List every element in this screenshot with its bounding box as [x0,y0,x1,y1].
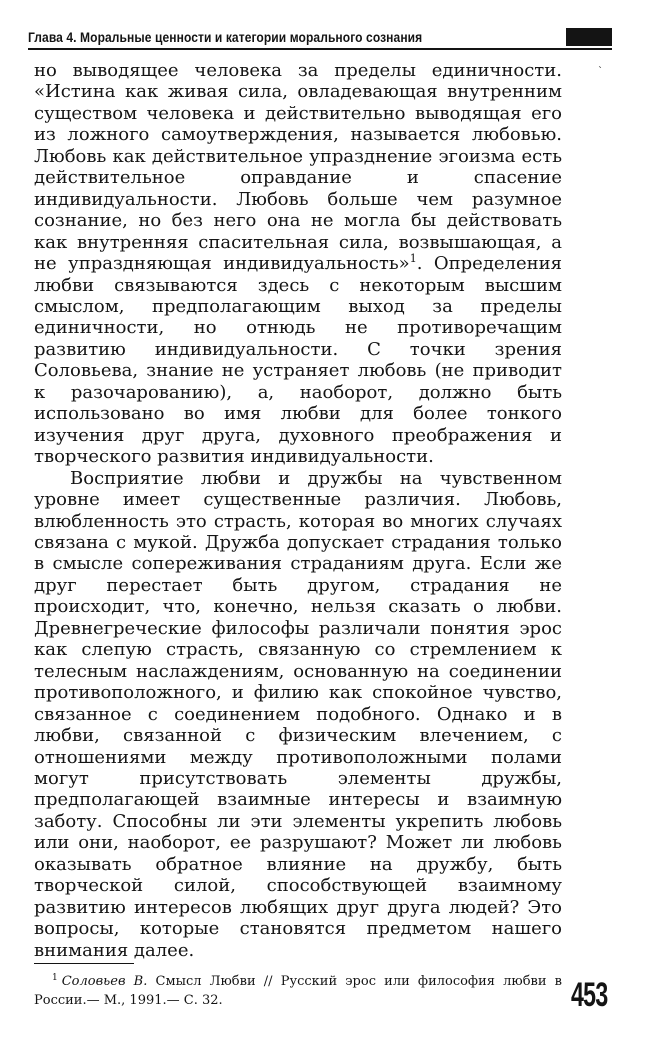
footnote-number: 1 [52,972,58,983]
page-number: 453 [571,976,608,1014]
running-head-bar [28,28,612,50]
paragraph-1-text-a: но выводящее человека за пределы единичности. «Истина как живая сила, овладевающая внутренним существом человека и действительно выводящая его из ложного самоутверждения, называется любовью. Любовь как действительное упразднение эгоизма есть действительное оправдание и спасение индивидуальности. Любовь больше чем разумное сознание, но без него она не могла бы действовать как внутренняя спасительная сила, возвышающая, а не упраздняющая индивидуальность» [34,60,562,275]
paragraph-2: Восприятие любви и дружбы на чувственном уровне имеет существенные различия. Любовь, влюбленность это страсть, которая во многих случаях связана с мукой. Дружба допускает страдания только в смысле сопереживания страданиям друга. Если же друг перестает быть другом, страдания не происходит, что, конечно, нельзя сказать о любви. Древнегреческие философы различали понятия эрос как слепую страсть, связанную со стремлением к телесным наслаждениям, основанную на соединении противоположного, и филию как спокойное чувство, связанное с соединением подобного. Однако и в любви, связанной с физическим влечением, с отношениями между противоположными полами могут присутствовать элементы дружбы, предполагающей взаимные интересы и взаимную заботу. Способны ли эти элементы укрепить любовь или они, наоборот, ее разрушают? Может ли любовь оказывать обратное влияние на дружбу, быть творческой силой, способствующей взаимному развитию интересов любящих друг друга людей? Это вопросы, которые становятся предметом нашего внимания далее. [34,467,562,961]
footnote [34,972,562,1010]
footnote-text: Смысл Любви // Русский эрос или философия любви в России.— М., 1991.— С. 32. [34,974,563,1008]
body-text [34,60,562,961]
running-head: Глава 4. Моральные ценности и категории морального сознания [28,29,423,45]
footnote-divider [34,963,134,964]
margin-mark: ˋ [598,66,603,77]
footnote-author: Соловьев В. [61,974,148,989]
paragraph-1 [34,60,562,468]
paragraph-1-text-b: . Определения любви связываются здесь с некоторым высшим смыслом, предполагающим выход за пределы единичности, но отнюдь не противоречащим развитию индивидуальности. С точки зрения Соловьева, знание не устраняет любовь (не приводит к разочарованию), а, наоборот, должно быть использовано во имя любви для более тонкого изучения друг друга, духовного преображения и творческого развития индивидуальности. [34,253,562,468]
header-block-decoration [566,28,612,46]
footnote-reference[interactable]: 1 [409,252,417,266]
